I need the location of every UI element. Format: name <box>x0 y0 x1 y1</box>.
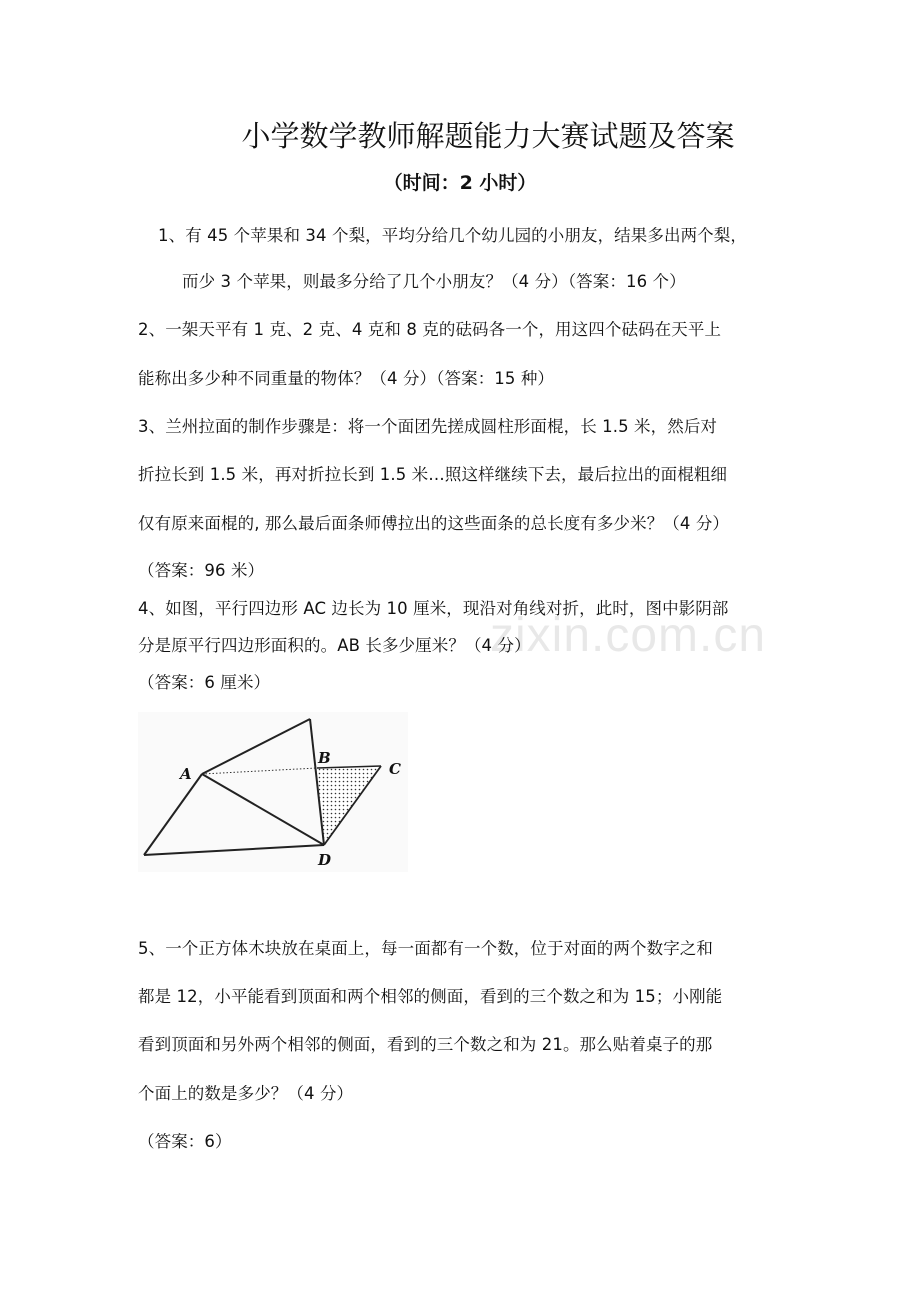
question-2-line-1: 2、一架天平有 1 克、2 克、4 克和 8 克的砝码各一个，用这四个砝码在天平上 <box>138 320 722 339</box>
question-4-line-2: 分是原平行四边形面积的。AB 长多少厘米？（4 分） <box>138 636 531 655</box>
question-5-answer: （答案：6） <box>138 1132 232 1151</box>
question-1-line-1: 1、有 45 个苹果和 34 个梨，平均分给几个幼儿园的小朋友，结果多出两个梨， <box>158 226 747 245</box>
question-5-line-4: 个面上的数是多少？（4 分） <box>138 1084 354 1103</box>
parallelogram-fold-figure <box>138 712 408 872</box>
label-a: A <box>180 765 192 783</box>
question-5-line-3: 看到顶面和另外两个相邻的侧面，看到的三个数之和为 21。那么贴着桌子的那 <box>138 1035 713 1054</box>
question-4-answer: （答案：6 厘米） <box>138 673 271 692</box>
question-3-line-3: 仅有原来面棍的, 那么最后面条师傅拉出的这些面条的总长度有多少米？（4 分） <box>138 514 730 533</box>
document-subtitle: （时间：2 小时） <box>383 172 537 194</box>
question-1-line-2: 而少 3 个苹果，则最多分给了几个小朋友？（4 分）（答案：16 个） <box>182 272 686 291</box>
label-c: C <box>389 760 401 778</box>
question-5-line-1: 5、一个正方体木块放在桌面上，每一面都有一个数，位于对面的两个数字之和 <box>138 939 713 958</box>
question-4-line-1: 4、如图，平行四边形 AC 边长为 10 厘米，现沿对角线对折，此时，图中影阴部 <box>138 599 729 618</box>
question-3-answer: （答案：96 米） <box>138 561 265 580</box>
watermark: zixin.com.cn <box>490 609 767 662</box>
question-3-line-1: 3、兰州拉面的制作步骤是：将一个面团先搓成圆柱形面棍，长 1.5 米，然后对 <box>138 417 718 436</box>
label-b: B <box>318 749 331 767</box>
question-5-line-2: 都是 12，小平能看到顶面和两个相邻的侧面，看到的三个数之和为 15；小刚能 <box>138 987 723 1006</box>
question-2-line-2: 能称出多少种不同重量的物体？（4 分）（答案：15 种） <box>138 369 555 388</box>
question-3-line-2: 折拉长到 1.5 米，再对折拉长到 1.5 米…照这样继续下去，最后拉出的面棍粗细 <box>138 465 728 484</box>
label-d: D <box>318 851 332 869</box>
document-title: 小学数学教师解题能力大赛试题及答案 <box>241 119 735 153</box>
